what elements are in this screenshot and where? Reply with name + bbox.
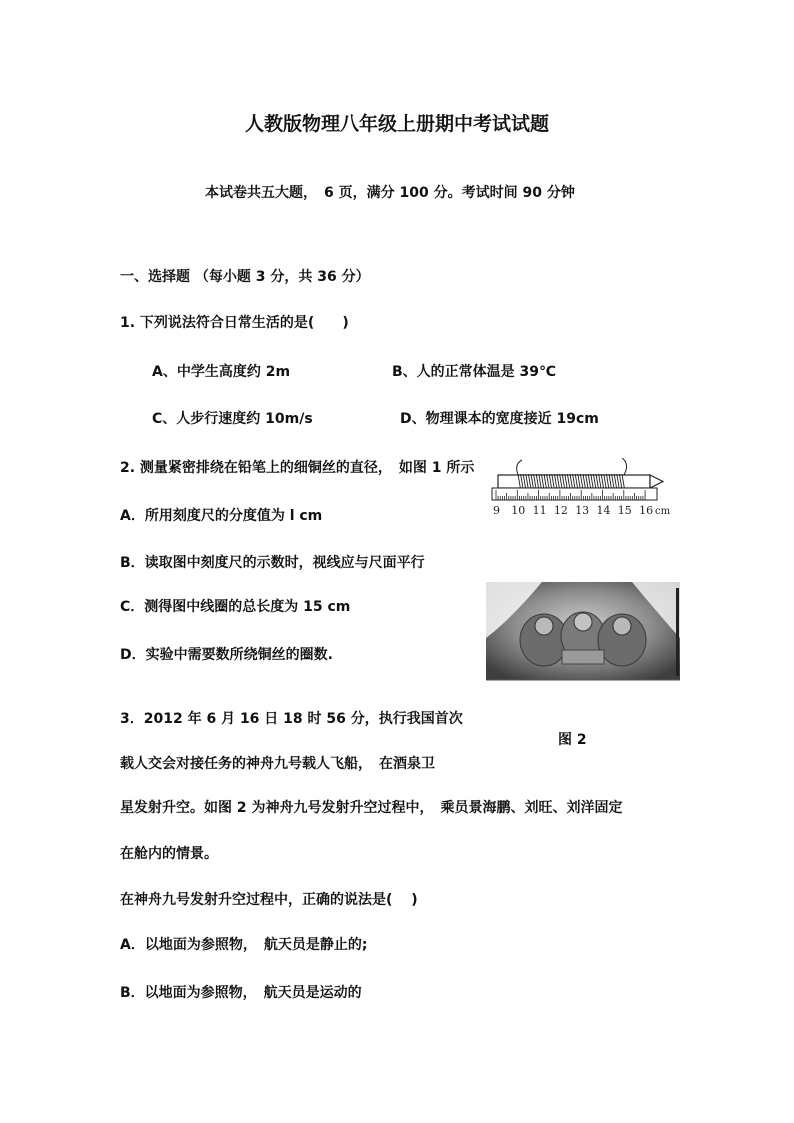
question-2-option-c: C．测得图中线圈的总长度为 15 cm <box>120 599 351 615</box>
question-3-option-a: A．以地面为参照物， 航天员是静止的; <box>120 937 368 953</box>
figure-2-photo <box>482 578 684 688</box>
question-3-option-b: B．以地面为参照物， 航天员是运动的 <box>120 985 362 1001</box>
question-2-stem: 2. 测量紧密排绕在铅笔上的细铜丝的直径， 如图 1 所示 <box>120 460 475 476</box>
exam-subtitle: 本试卷共五大题， 6 页，满分 100 分。考试时间 90 分钟 <box>205 185 575 201</box>
question-2-option-d: D．实验中需要数所绕铜丝的圈数. <box>120 647 333 663</box>
question-2-option-b: B．读取图中刻度尺的示数时，视线应与尺面平行 <box>120 555 425 571</box>
question-1-option-a: A、中学生高度约 2m <box>152 364 291 380</box>
question-1-option-c: C、人步行速度约 10m/s <box>152 411 313 427</box>
ruler-tick-label: 13 <box>575 504 590 517</box>
ruler-tick-label: 16 <box>639 504 654 517</box>
ruler-tick-label: 11 <box>532 504 547 517</box>
ruler-coil-illustration <box>490 458 675 520</box>
section-heading: 一、选择题 （每小题 3 分，共 36 分） <box>120 269 370 285</box>
ruler-tick-label: 9 <box>493 504 500 517</box>
question-3-line-4: 在舱内的情景。 <box>120 846 218 862</box>
figure-2-label: 图 2 <box>558 732 587 748</box>
ruler-tick-label: 14 <box>596 504 611 517</box>
question-2-option-a: A．所用刻度尺的分度值为 l cm <box>120 508 323 524</box>
question-3-line-5: 在神舟九号发射升空过程中，正确的说法是( ) <box>120 892 418 908</box>
question-3-line-3: 星发射升空。如图 2 为神舟九号发射升空过程中， 乘员景海鹏、刘旺、刘洋固定 <box>120 800 623 816</box>
figure-1-ruler-coil <box>490 458 675 520</box>
question-3-line-2: 载人交会对接任务的神舟九号载人飞船， 在酒泉卫 <box>120 756 435 772</box>
question-3-line-1: 3．2012 年 6 月 16 日 18 时 56 分，执行我国首次 <box>120 711 463 727</box>
ruler-tick-label: 10 <box>511 504 526 517</box>
ruler-tick-label: 15 <box>617 504 632 517</box>
astronauts-photo <box>482 578 684 688</box>
question-1-option-b: B、人的正常体温是 39℃ <box>392 364 556 380</box>
question-1-stem: 1. 下列说法符合日常生活的是( ) <box>120 315 349 331</box>
question-1-option-d: D、物理课本的宽度接近 19cm <box>400 411 599 427</box>
ruler-tick-label: 12 <box>553 504 568 517</box>
ruler-unit-label: cm <box>655 506 671 517</box>
exam-title: 人教版物理八年级上册期中考试试题 <box>244 113 549 135</box>
